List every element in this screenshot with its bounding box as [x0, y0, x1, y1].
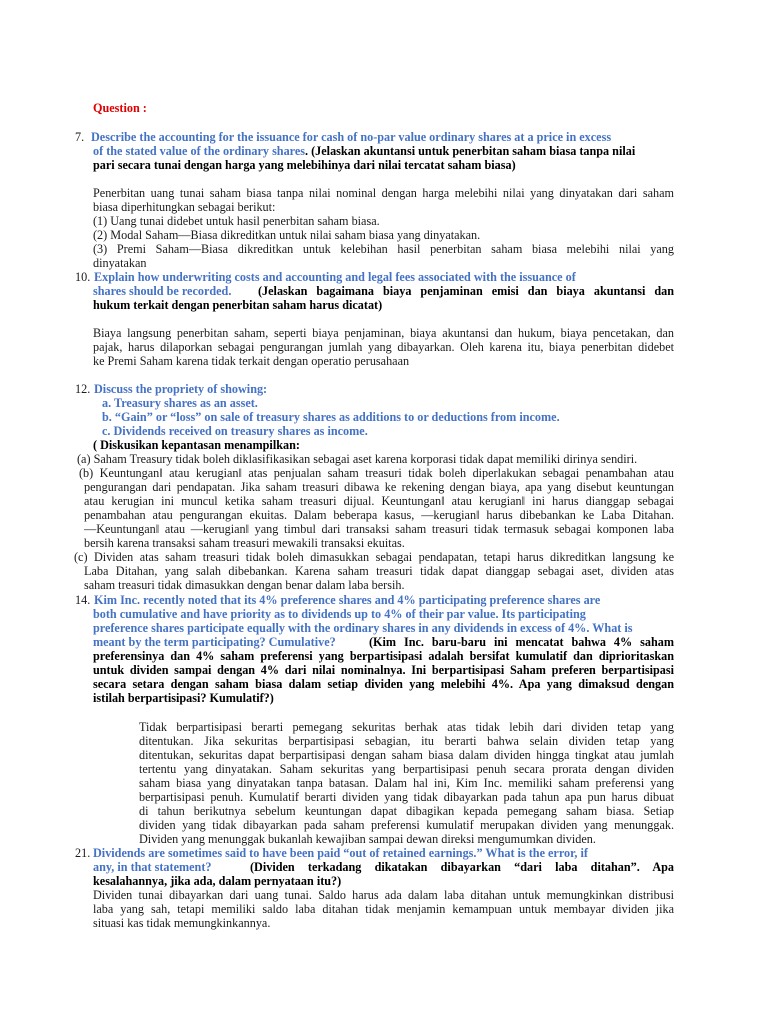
- q14-answer-line: dividen yang tidak dibayarkan pada saham preferensi kumulatif merupakan dividen yang menunggak.: [139, 818, 674, 832]
- q7-english-line-2: of the stated value of the ordinary shares: [93, 144, 306, 158]
- q12-answer-line: (b) Keuntungan‖ atau kerugian‖ atas penjualan saham treasuri tidak boleh diperlakukan sebagai penambahan atau: [79, 466, 674, 480]
- q14-answer-line: saham biasa yang dinyatakan tanpa batasan. Dalam hal ini, Kim Inc. memiliki saham preferensi yang: [139, 776, 674, 790]
- q14-answer-line: berpartisipasi penuh. Kumulatif berarti dividen yang tidak dibayarkan pada tahun apa pun harus dibuat: [139, 790, 674, 804]
- q7-answer-line: biasa diperhitungkan sebagai berikut:: [93, 200, 276, 214]
- q14-english-line-1: Kim Inc. recently noted that its 4% preference shares and 4% participating preference shares are: [94, 593, 601, 607]
- q14-answer-line: Dividen yang menunggak bukanlah kewajiban sampai dewan direksi mengumumkan dividen.: [139, 832, 596, 846]
- q7-indonesian-line-3: pari secara tunai dengan harga yang melebihinya dari nilai tercatat saham biasa): [93, 158, 516, 172]
- q12-answer-line: (c) Dividen atas saham treasuri tidak boleh dimasukkan sebagai pendapatan, tetapi harus dikreditkan langsung ke: [74, 550, 674, 564]
- q21-answer-line: situasi kas tidak memungkinkannya.: [93, 916, 271, 930]
- q10-number: 10.: [75, 270, 91, 284]
- q12-answer-line: saham treasuri tidak dimasukkan dengan benar dalam laba bersih.: [84, 578, 405, 592]
- q14-english-line-4: meant by the term participating? Cumulative?: [93, 635, 336, 649]
- q12-answer-line: bersih karena transaksi saham treasuri mewakili transaksi ekuitas.: [84, 536, 405, 550]
- q7-answer-line: dinyatakan: [93, 256, 147, 270]
- q14-answer-line: di tahun berikutnya sebelum keuntungan dapat dibagikan kepada pemegang saham biasa. Setiap: [139, 804, 674, 818]
- q12-answer-line: pengurangan dari pendapatan. Jika saham treasuri dibawa ke rekening dengan biaya, apa yang disebut keuntungan: [84, 480, 674, 494]
- q14-indonesian-line: untuk dividen sampai dengan 4% dari nilai nominalnya. Ini berpartisipasi Saham preferen berpartisipasi: [93, 663, 674, 677]
- q12-answer-line: Laba Ditahan, yang salah dibebankan. Karena saham treasuri tidak dapat dianggap sebagai aset, dividen atas: [84, 564, 674, 578]
- q14-answer-line: ditentukan. Jika sekuritas berpartisipasi sebagian, itu berarti bahwa selain dividen tetap yang: [139, 734, 674, 748]
- q14-english-line-3: preference shares participate equally with the ordinary shares in any dividends in excess of 4%. What is: [93, 621, 633, 635]
- q14-number: 14.: [75, 593, 91, 607]
- q7-answer-line: (3) Premi Saham—Biasa dikreditkan untuk kelebihan hasil penerbitan saham biasa melebihi nilai yang: [93, 242, 674, 256]
- q14-indonesian-line: preferensinya dan 4% saham preferensi yang berpartisipasi adalah bersifat kumulatif dan diprioritaskan: [93, 649, 674, 663]
- q10-indonesian-line-2: (Jelaskan bagaimana biaya penjaminan emisi dan biaya akuntansi dan: [258, 284, 674, 298]
- q12-answer-line: atau kerugian ini muncul ketika saham treasuri dijual. Keuntungan‖ atau kerugian‖ ini harus dianggap sebagai: [84, 494, 674, 508]
- q21-answer-line: laba yang sah, tetapi memiliki saldo laba ditahan tidak menjamin kemampuan untuk membayar dividen jika: [93, 902, 674, 916]
- q12-item-a: a. Treasury shares as an asset.: [102, 396, 258, 410]
- q14-indonesian-line: secara setara dengan saham biasa dalam setiap dividen yang melebihi 4%. Apa yang dimaksud dengan: [93, 677, 674, 691]
- q14-english-line-2: both cumulative and have priority as to dividends up to 4% of their par value. Its participating: [93, 607, 586, 621]
- q7-answer-line: (2) Modal Saham—Biasa dikreditkan untuk nilai saham biasa yang dinyatakan.: [93, 228, 481, 242]
- q21-indonesian-line-3: kesalahannya, jika ada, dalam pernyataan itu?): [93, 874, 342, 888]
- q12-item-b: b. “Gain” or “loss” on sale of treasury shares as additions to or deductions from income.: [102, 410, 560, 424]
- q7-line-2: [93, 144, 635, 158]
- q12-answer-line: (a) Saham Treasury tidak boleh diklasifikasikan sebagai aset karena korporasi tidak dapat memiliki dirinya sendiri.: [77, 452, 638, 466]
- q21-number: 21.: [75, 846, 91, 860]
- q7-indonesian-line-2: . (Jelaskan akuntansi untuk penerbitan saham biasa tanpa nilai: [305, 144, 636, 158]
- q21-answer-line: Dividen tunai dibayarkan dari uang tunai. Saldo harus ada dalam laba ditahan untuk memungkinkan distribusi: [93, 888, 674, 902]
- q14-indonesian-line-4: (Kim Inc. baru-baru ini mencatat bahwa 4% saham: [369, 635, 674, 649]
- q10-answer-line: pajak, harus dilaporkan sebagai pengurangan jumlah yang dibayarkan. Oleh karena itu, biaya penerbitan didebet: [93, 340, 674, 354]
- q10-english-line-1: Explain how underwriting costs and accounting and legal fees associated with the issuance of: [94, 270, 576, 284]
- q14-answer-line: Tidak berpartisipasi berarti pemegang sekuritas berhak atas tidak lebih dari dividen tetap yang: [139, 720, 674, 734]
- q12-answer-line: penambahan atau pengurangan ekuitas. Dalam beberapa kasus, —kerugian‖ harus dibebankan ke Laba Ditahan.: [84, 508, 674, 522]
- q7-english-line-1: Describe the accounting for the issuance for cash of no-par value ordinary shares at a price in excess: [91, 130, 612, 144]
- q10-english-line-2: shares should be recorded.: [93, 284, 232, 298]
- q10-answer-line: ke Premi Saham karena tidak terkait dengan operatio perusahaan: [93, 354, 410, 368]
- question-heading: Question :: [93, 101, 147, 115]
- q7-answer-line: Penerbitan uang tunai saham biasa tanpa nilai nominal dengan harga melebihi nilai yang dinyatakan dari saham: [93, 186, 674, 200]
- q10-answer-line: Biaya langsung penerbitan saham, seperti biaya penjaminan, biaya akuntansi dan hukum, biaya pencetakan, dan: [93, 326, 674, 340]
- q14-answer-line: tertentu yang dinyatakan. Saham sekuritas yang berpartisipasi penuh secara prorata dengan dividen: [139, 762, 674, 776]
- q7-answer-line: (1) Uang tunai didebet untuk hasil penerbitan saham biasa.: [93, 214, 380, 228]
- q10-indonesian-line-3: hukum terkait dengan penerbitan saham harus dicatat): [93, 298, 383, 312]
- q14-indonesian-line: istilah berpartisipasi? Kumulatif?): [93, 691, 274, 705]
- q12-item-c: c. Dividends received on treasury shares as income.: [102, 424, 368, 438]
- q14-answer-line: ditentukan, sekuritas dapat berpartisipasi dengan saham biasa dalam dividen hingga tingkat atau jumlah: [139, 748, 674, 762]
- q12-english-line-1: Discuss the propriety of showing:: [94, 382, 268, 396]
- q21-english-line-1: Dividends are sometimes said to have been paid “out of retained earnings.” What is the error, if: [93, 846, 588, 860]
- q12-answer-line: —Keuntungan‖ atau —kerugian‖ yang timbul dari transaksi saham treasuri tidak termasuk sebagai komponen laba: [84, 522, 674, 536]
- q12-indonesian: ( Diskusikan kepantasan menampilkan:: [93, 438, 300, 452]
- q7-number: 7.: [75, 130, 85, 144]
- q12-number: 12.: [75, 382, 91, 396]
- q21-english-line-2: any, in that statement?: [93, 860, 212, 874]
- q21-indonesian-line-2: (Dividen terkadang dikatakan dibayarkan “dari laba ditahan”. Apa: [250, 860, 674, 874]
